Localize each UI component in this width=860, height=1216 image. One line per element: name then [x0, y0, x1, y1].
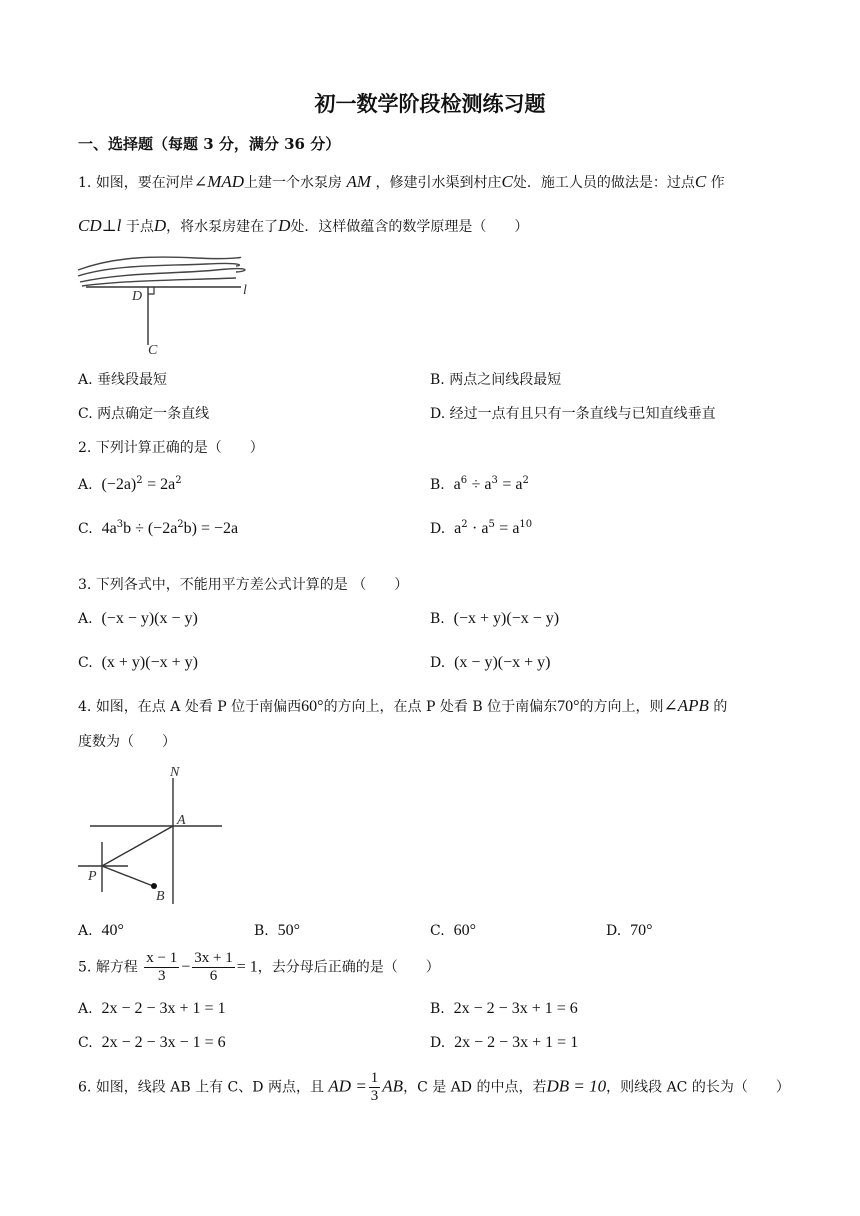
q6-number: 6. [78, 1079, 92, 1096]
option-math: (x + y)(−x + y) [101, 654, 198, 671]
option-text: 50° [277, 922, 301, 939]
q6-fraction [369, 1070, 381, 1105]
option-text: 经过一点有且只有一条直线与已知直线垂直 [449, 406, 716, 422]
q1-angle-symbol: ∠ [193, 174, 208, 191]
option-math: · a [472, 520, 489, 537]
option-label: D. [430, 655, 446, 671]
option-exponent: 6 [460, 475, 468, 486]
option-math: 2x − 2 − 3x + 1 = 1 [454, 1034, 579, 1051]
q6-text: 如图，线段 AB 上有 C、D 两点，且 [95, 1079, 324, 1096]
q6-math: DB = 10 [546, 1076, 607, 1096]
option-math: (−x − y)(x − y) [101, 610, 198, 627]
q4-angle: ∠APB [663, 696, 709, 715]
option-label: C. [78, 406, 93, 422]
q1-line-1 [78, 172, 725, 192]
option-label: B. [430, 611, 445, 627]
q5-option-c [78, 1034, 226, 1052]
q4-text: 的 [713, 699, 728, 715]
q4-degree: 70° [557, 698, 580, 715]
q1-var: C [501, 172, 513, 191]
option-math: 2x − 2 − 3x − 1 = 6 [101, 1034, 226, 1051]
option-label: A. [78, 611, 93, 627]
q5-option-b [430, 1000, 578, 1018]
option-exponent: 10 [519, 519, 533, 530]
option-exponent: 2 [136, 475, 143, 486]
option-exponent: 3 [491, 475, 498, 486]
option-label: B. [430, 1001, 445, 1017]
q6-text: ，则线段 AC 的长为（ ） [606, 1079, 790, 1096]
fig-label-a: A [177, 813, 186, 828]
option-math: ÷ a [471, 476, 492, 493]
q5-number: 5. [78, 959, 92, 976]
q6-stem [78, 1070, 790, 1105]
option-exponent: 5 [488, 519, 495, 530]
fraction-denominator: 3 [370, 1088, 379, 1104]
q5-text: ，去分母后正确的是（ ） [257, 959, 440, 976]
option-math: 4a [101, 520, 117, 537]
q3-stem [78, 574, 408, 594]
q1-text: 处．这样做蕴含的数学原理是（ ） [290, 219, 529, 235]
q1-option-a [78, 369, 167, 389]
option-math: = a [499, 520, 520, 537]
fraction-numerator: 1 [370, 1070, 379, 1086]
q4-line-2 [78, 731, 176, 751]
option-label: C. [78, 655, 93, 671]
option-text: 垂线段最短 [97, 372, 168, 388]
option-text: 40° [101, 922, 124, 939]
q1-option-d [430, 403, 716, 423]
option-math: a [454, 520, 462, 537]
option-label: D. [606, 923, 622, 939]
q1-var: CD [78, 216, 102, 235]
q5-equals: = 1 [236, 958, 258, 976]
q1-var: C [694, 172, 707, 191]
option-label: D. [430, 1035, 446, 1051]
option-exponent: 2 [522, 475, 529, 486]
q1-text: ，修建引水渠到村庄 [375, 175, 502, 191]
option-label: A. [78, 477, 93, 493]
option-math: a [453, 476, 461, 493]
q1-angle-name: MAD [207, 172, 245, 191]
option-exponent: 3 [116, 519, 124, 530]
q4-degree: 60° [301, 698, 324, 715]
q3-option-b [430, 610, 559, 628]
fig-label-n: N [170, 765, 180, 780]
q4-option-d [606, 922, 653, 940]
q1-river-figure [76, 250, 266, 360]
q4-option-c [430, 922, 476, 940]
option-exponent: 2 [177, 519, 184, 530]
option-label: B. [430, 372, 445, 388]
option-text: 两点之间线段最短 [449, 372, 562, 388]
q3-option-c [78, 654, 198, 672]
q3-text: 下列各式中，不能用平方差公式计算的是 （ ） [95, 577, 409, 593]
q5-text: 解方程 [95, 959, 138, 976]
option-math: 2x − 2 − 3x + 1 = 1 [101, 1000, 226, 1017]
q4-option-a [78, 922, 124, 940]
q5-option-a [78, 1000, 226, 1018]
q2-option-c [78, 519, 238, 538]
q1-text: 作 [710, 175, 725, 191]
q4-option-b [254, 922, 300, 940]
segment-ap [102, 826, 173, 866]
option-label: C. [430, 923, 445, 939]
segment-pb [102, 866, 153, 886]
q1-perp-symbol: ⊥ [101, 218, 117, 235]
riverbank-wave-4 [82, 278, 236, 286]
option-math: (−2a) [101, 476, 137, 493]
q3-number: 3. [78, 577, 92, 593]
fraction-numerator: x − 1 [146, 950, 178, 966]
option-label: B. [430, 477, 445, 493]
q5-fraction-1 [144, 950, 179, 985]
q4-text: 的方向上，则 [579, 699, 664, 715]
right-angle-mark [148, 287, 154, 294]
option-label: A. [78, 923, 93, 939]
fraction-denominator: 6 [209, 968, 218, 984]
option-label: C. [78, 521, 93, 537]
q4-direction-figure [76, 760, 236, 910]
q4-text: 度数为（ ） [78, 734, 176, 750]
q4-line-1 [78, 696, 727, 716]
q1-text: 于点 [125, 219, 154, 235]
q2-text: 下列计算正确的是（ ） [95, 440, 264, 456]
q1-text: 处．施工人员的做法是：过点 [512, 175, 695, 191]
option-math: (−x + y)(−x − y) [453, 610, 560, 627]
option-exponent: 2 [175, 475, 182, 486]
fig-label-b: B [156, 889, 165, 904]
q5-stem [78, 950, 440, 985]
option-math: b) = −2a [183, 520, 239, 537]
q4-text: 如图，在点 A 处看 P 位于南偏西 [95, 699, 302, 715]
option-math: = a [502, 476, 523, 493]
q2-option-a [78, 475, 182, 494]
option-label: B. [254, 923, 269, 939]
fig-label-c: C [148, 343, 158, 358]
option-text: 两点确定一条直线 [97, 406, 210, 422]
option-label: C. [78, 1035, 93, 1051]
fraction-denominator: 3 [158, 968, 166, 984]
section-heading: 一、选择题（每题 3 分，满分 36 分） [78, 135, 341, 153]
q3-option-a [78, 610, 198, 628]
q5-fraction-2 [192, 950, 234, 985]
q5-option-d [430, 1034, 578, 1052]
page-title: 初一数学阶段检测练习题 [314, 91, 546, 116]
q1-var: D [278, 216, 291, 235]
option-math: (x − y)(−x + y) [454, 654, 551, 671]
q1-line-2 [78, 216, 528, 236]
q1-var: D [153, 216, 167, 235]
option-math: 2x − 2 − 3x + 1 = 6 [453, 1000, 578, 1017]
q1-text: ，将水泵房建在了 [166, 219, 279, 235]
q6-text: ，C 是 AD 的中点，若 [403, 1079, 547, 1096]
fraction-numerator: 3x + 1 [194, 950, 233, 966]
option-label: A. [78, 372, 93, 388]
option-text: 70° [630, 922, 653, 939]
option-label: D. [430, 521, 446, 537]
q6-math: AD = [328, 1076, 367, 1096]
q1-option-b [430, 369, 561, 389]
option-exponent: 2 [461, 519, 468, 530]
option-math: b ÷ (−2a [123, 520, 178, 537]
option-label: D. [430, 406, 446, 422]
q2-stem [78, 437, 264, 457]
q1-option-c [78, 403, 209, 423]
q1-var: l [116, 216, 122, 235]
option-math: = 2a [147, 476, 176, 493]
q2-option-d [430, 519, 532, 538]
q4-text: 的方向上，在点 P 处看 B 位于南偏东 [323, 699, 558, 715]
q4-number: 4. [78, 699, 92, 715]
q1-var: AM [346, 172, 372, 191]
fig-label-d: D [132, 289, 143, 304]
q2-number: 2. [78, 440, 92, 456]
q5-minus: − [181, 958, 191, 976]
q6-math: AB [382, 1076, 404, 1096]
q1-text: 如图，要在河岸 [95, 175, 194, 191]
option-text: 60° [453, 922, 476, 939]
option-label: A. [78, 1001, 93, 1017]
fig-label-p: P [88, 869, 97, 884]
q1-text: 上建一个水泵房 [244, 175, 343, 191]
q1-number: 1. [78, 175, 92, 191]
fig-label-l: l [243, 283, 247, 298]
q2-option-b [430, 475, 529, 494]
q3-option-d [430, 654, 550, 672]
